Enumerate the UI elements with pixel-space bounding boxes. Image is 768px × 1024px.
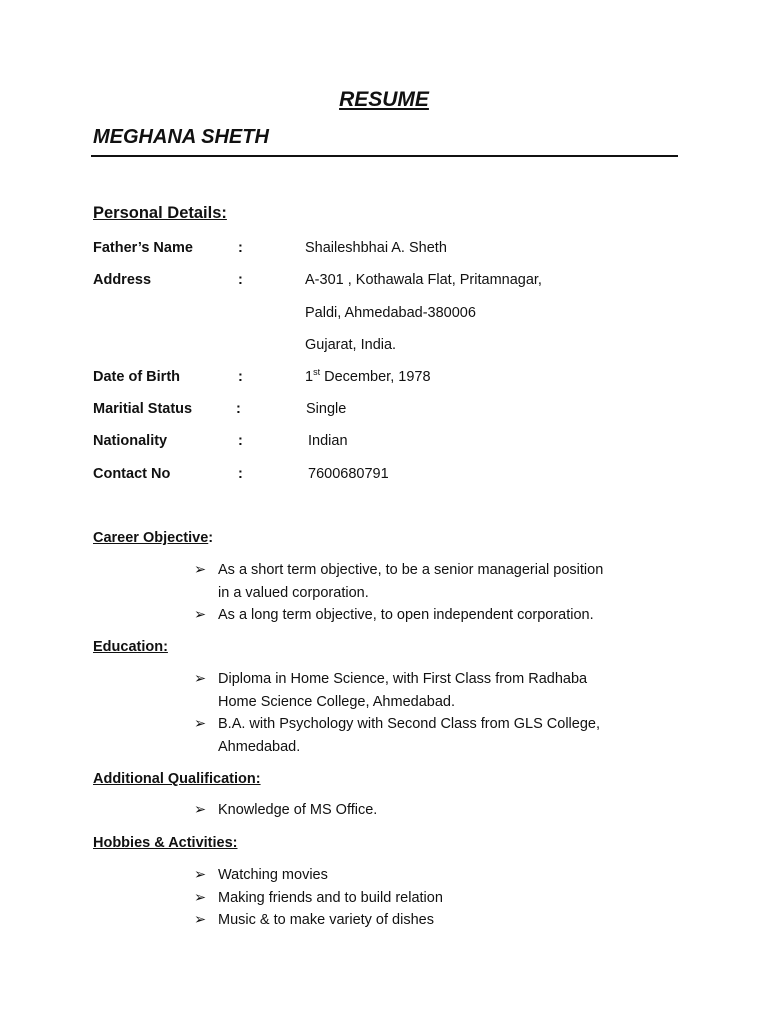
bullet-text: Music & to make variety of dishes (218, 912, 434, 928)
dob-rest: December, 1978 (320, 369, 431, 385)
address-line-1: A-301 , Kothawala Flat, Pritamnagar, (305, 272, 542, 288)
additional-qualification-list (194, 799, 377, 822)
contact-colon: : (238, 466, 243, 482)
fathers-name-label: Father’s Name (93, 240, 193, 256)
bullet-text: in a valued corporation. (218, 584, 369, 601)
personal-details-heading: Personal Details: (93, 204, 227, 222)
bullet-text: B.A. with Psychology with Second Class from GLS College, (218, 716, 600, 732)
arrow-bullet-icon: ➢ (194, 889, 207, 906)
bullet-item (194, 799, 377, 822)
bullet-text: Watching movies (218, 867, 328, 883)
bullet-text: Home Science College, Ahmedabad. (218, 693, 455, 710)
bullet-item (194, 604, 603, 627)
bullet-text: Diploma in Home Science, with First Class from Radhaba (218, 671, 588, 687)
candidate-name: MEGHANA SHETH (93, 126, 269, 148)
bullet-text: Ahmedabad. (218, 738, 301, 755)
bullet-item (194, 887, 443, 910)
hobbies-heading-text: Hobbies & Activities: (93, 835, 238, 851)
arrow-bullet-icon: ➢ (194, 867, 207, 883)
hobbies-list (194, 864, 443, 932)
marital-status-value: Single (306, 401, 347, 417)
marital-status-label: Maritial Status (93, 401, 193, 417)
address-label: Address (93, 272, 152, 288)
additional-qualification-heading-text: Additional Qualification: (93, 771, 261, 787)
address-line-2: Paldi, Ahmedabad-380006 (305, 305, 476, 321)
bullet-item (194, 559, 603, 604)
education-list (194, 668, 600, 758)
bullet-item (194, 864, 443, 887)
dob-suffix: st (313, 367, 321, 378)
fathers-name-value: Shaileshbhai A. Sheth (305, 240, 447, 256)
dob-value (305, 369, 431, 385)
education-heading-text: Education: (93, 639, 168, 655)
arrow-bullet-icon: ➢ (194, 562, 207, 578)
document-title: RESUME (339, 88, 429, 111)
bullet-item (194, 909, 443, 932)
nationality-label: Nationality (93, 433, 168, 449)
fathers-name-colon: : (238, 240, 243, 256)
header-divider (91, 155, 678, 157)
marital-status-colon: : (236, 401, 241, 417)
career-objective-list (194, 559, 603, 627)
arrow-bullet-icon: ➢ (194, 671, 207, 687)
education-heading (93, 639, 168, 655)
arrow-bullet-icon: ➢ (194, 802, 207, 818)
hobbies-heading (93, 835, 238, 851)
contact-label: Contact No (93, 466, 171, 482)
bullet-text: As a long term objective, to open independent corporation. (218, 607, 594, 623)
nationality-value: Indian (308, 433, 348, 449)
dob-label: Date of Birth (93, 369, 180, 385)
arrow-bullet-icon: ➢ (194, 912, 207, 928)
contact-value: 7600680791 (308, 466, 389, 482)
bullet-text: Making friends and to build relation (218, 889, 443, 906)
nationality-colon: : (238, 433, 243, 449)
arrow-bullet-icon: ➢ (194, 607, 207, 623)
bullet-item (194, 668, 600, 713)
career-objective-heading (93, 530, 213, 546)
bullet-text: As a short term objective, to be a senior managerial position (218, 562, 604, 578)
dob-day: 1 (305, 369, 314, 385)
arrow-bullet-icon: ➢ (194, 716, 207, 732)
career-objective-heading-colon: : (208, 530, 214, 546)
bullet-item (194, 713, 600, 758)
dob-colon: : (238, 369, 243, 385)
address-line-3: Gujarat, India. (305, 337, 397, 353)
bullet-text: Knowledge of MS Office. (218, 802, 378, 818)
additional-qualification-heading (93, 771, 261, 787)
address-colon: : (238, 272, 243, 288)
career-objective-heading-text: Career Objective (93, 530, 209, 546)
